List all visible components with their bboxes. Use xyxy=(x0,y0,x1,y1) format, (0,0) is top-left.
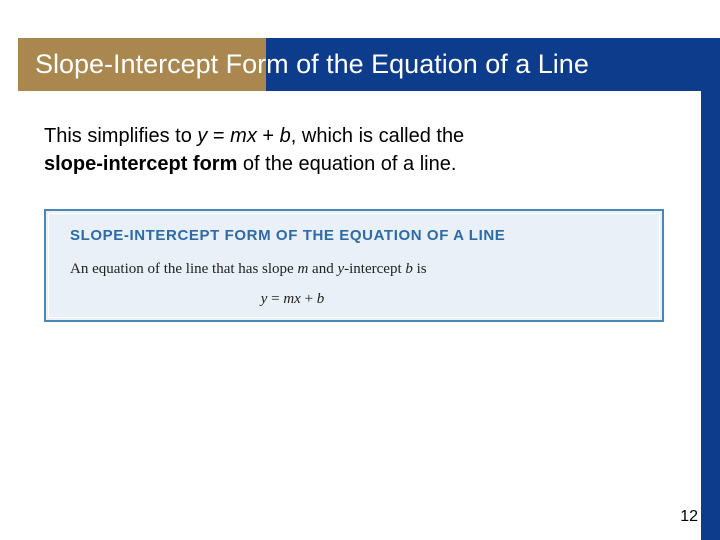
formula-equals: = xyxy=(267,291,284,307)
definition-box xyxy=(44,209,664,322)
intro-text: of the equation of a line. xyxy=(237,153,457,175)
formula-plus: + xyxy=(300,291,317,307)
intro-text: This simplifies to xyxy=(44,125,198,147)
intro-eq-b: b xyxy=(279,125,291,147)
formula-mx: mx xyxy=(283,291,301,307)
formula-b: b xyxy=(316,291,325,307)
formula-y: y xyxy=(260,291,268,307)
definition-var-m: m xyxy=(297,261,309,277)
definition-formula xyxy=(46,291,539,308)
definition-var-b: b xyxy=(405,261,413,277)
right-rail xyxy=(701,91,720,540)
definition-text: is xyxy=(412,261,427,277)
title-bar xyxy=(18,38,720,91)
definition-statement xyxy=(70,261,427,278)
slide-title: Slope-Intercept Form of the Equation of a Line xyxy=(35,49,589,79)
definition-var-y: y xyxy=(337,261,345,277)
intro-text: , which is called the xyxy=(290,125,465,147)
intro-eq-mx: mx xyxy=(230,125,257,147)
definition-text: and xyxy=(308,261,338,277)
intro-eq-plus: + xyxy=(256,125,280,147)
intro-paragraph xyxy=(44,122,664,178)
definition-text: -intercept xyxy=(344,261,406,277)
page-number: 12 xyxy=(680,508,698,525)
intro-eq-y: y xyxy=(197,125,208,147)
intro-term: slope-intercept form xyxy=(44,153,238,175)
definition-text: An equation of the line that has slope xyxy=(70,261,298,277)
definition-heading: SLOPE-INTERCEPT FORM OF THE EQUATION OF A LINE xyxy=(70,227,506,244)
intro-eq-equals: = xyxy=(207,125,231,147)
